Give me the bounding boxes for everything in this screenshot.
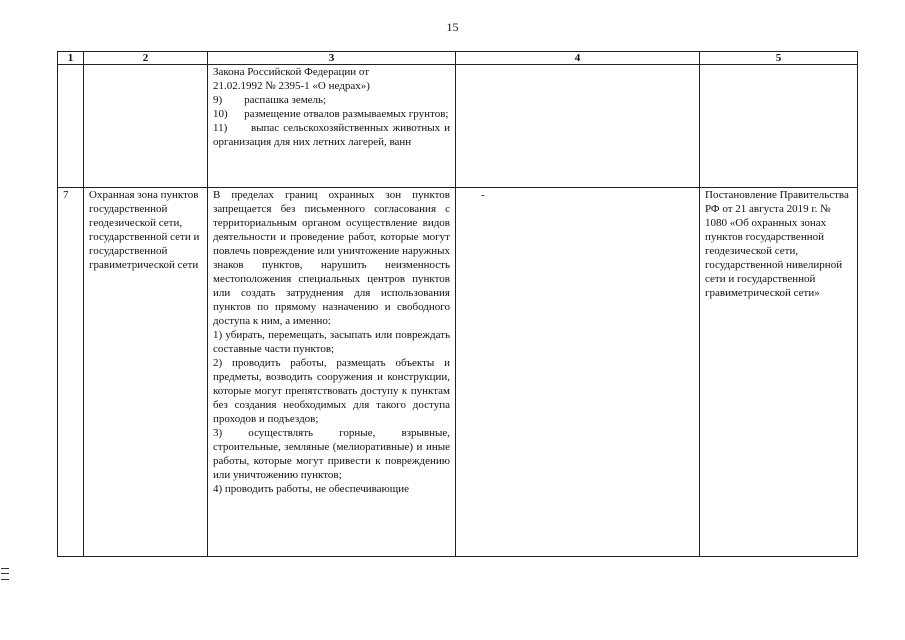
header-col-5: 5 [700,52,858,65]
cell-col4 [456,65,700,188]
cell-object: Охранная зона пунктов государственной геодезической сети, государственной сети и государственной гравиметрической сети [84,188,208,557]
text-line: 9) распашка земель; [213,94,327,106]
text-line: Закона Российской Федерации от [213,66,370,78]
cell-restrictions [208,188,456,557]
cell-restrictions [208,65,456,188]
restriction-item: 1) убирать, перемещать, засыпать или повреждать составные части пунктов; [213,329,450,355]
restriction-item: 4) проводить работы, не обеспечивающие [213,483,410,495]
scan-edge-mark [1,568,9,580]
table-header-row [58,52,858,65]
header-col-1: 1 [58,52,84,65]
table-row [58,188,858,557]
page-number: 15 [446,20,459,34]
cell-object [84,65,208,188]
text-line: 11) выпас сельскохозяйственных животных и организация для них летних лагерей, ванн [213,122,453,148]
table-row [58,65,858,188]
cell-basis: Постановление Правительства РФ от 21 августа 2019 г. № 1080 «Об охранных зонах пунктов государственной геодезической сети, государственной нивелирной сети и государственной гравиметрической сети» [700,188,858,557]
cell-basis [700,65,858,188]
text-line: 10) размещение отвалов размываемых грунтов; [213,108,449,120]
restriction-item: 2) проводить работы, размещать объекты и предметы, возводить сооружения и конструкции, которые могут препятствовать доступу к пунктам без создания необходимых для такого доступа проходов и подъездов; [213,357,450,425]
cell-number: 7 [58,188,84,557]
header-col-4: 4 [456,52,700,65]
text-line: 21.02.1992 № 2395-1 «О недрах») [213,80,370,92]
cell-number [58,65,84,188]
restrictions-intro: В пределах границ охранных зон пунктов запрещается без письменного согласования с территориальным органом осуществление видов деятельности и проведение работ, которые могут повлечь повреждение или уничтожение наружных знаков пунктов, нарушить неизменность местоположения специальных центров пунктов или создать затруднения для использования пунктов по прямому назначению и свободного доступа к ним, а именно: [213,189,450,327]
cell-col4 [456,188,700,557]
document-table [57,51,858,557]
dash-value: - [481,189,485,201]
header-col-3: 3 [208,52,456,65]
restriction-item: 3) осуществлять горные, взрывные, строительные, земляные (мелиоративные) и иные работы, которые могут привести к повреждению или уничтожению пунктов; [213,427,450,481]
header-col-2: 2 [84,52,208,65]
